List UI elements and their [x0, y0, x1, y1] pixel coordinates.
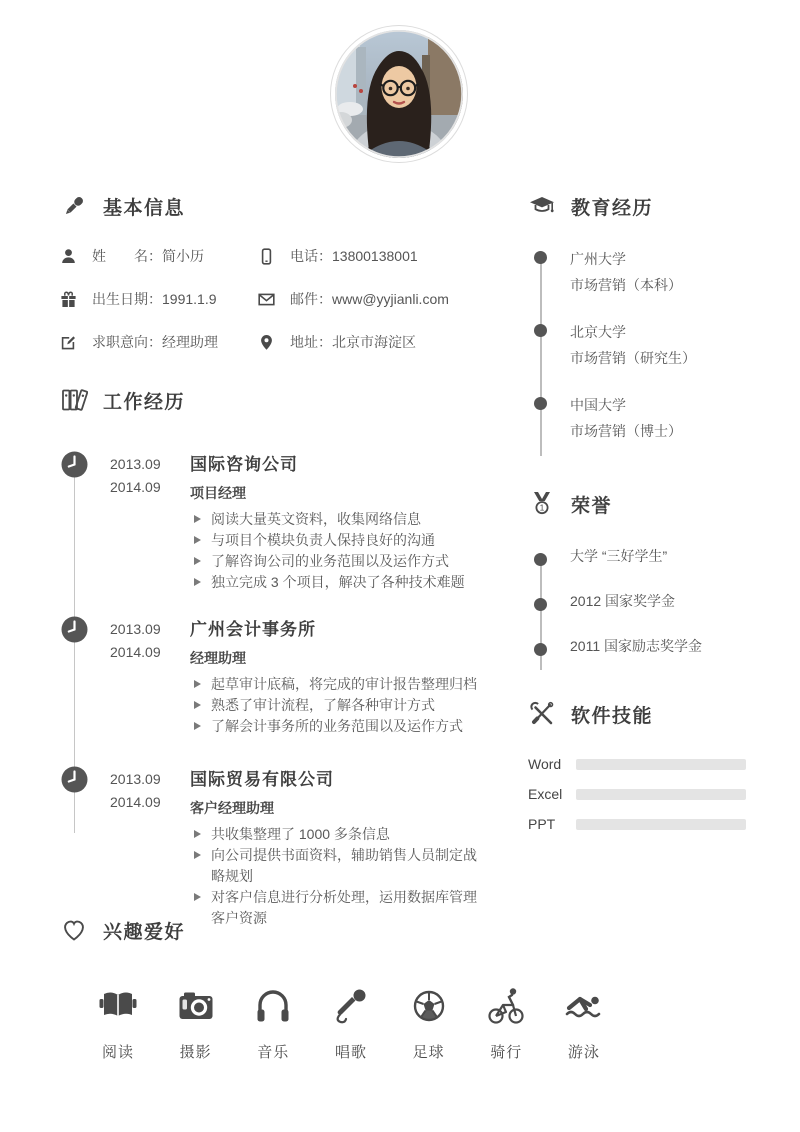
- section-title: 基本信息: [103, 197, 186, 219]
- major-degree: 市场营销（本科）: [570, 277, 682, 293]
- timeline-dot: [534, 397, 547, 410]
- company-name: 国际贸易有限公司: [190, 770, 334, 789]
- hobby-label: 游泳: [567, 1044, 600, 1061]
- user-icon: [60, 248, 77, 265]
- school-name: 中国大学: [570, 397, 626, 413]
- section-basic-info-header: [60, 192, 484, 220]
- field-objective: [60, 332, 258, 352]
- basic-info-grid: [60, 246, 484, 352]
- field-address: [258, 332, 484, 352]
- date-to: 2014.09: [110, 794, 161, 810]
- arrow-bullet-icon: [194, 893, 201, 901]
- honor-item: [570, 638, 746, 654]
- arrow-bullet-icon: [194, 830, 201, 838]
- section-work-header: [60, 386, 484, 414]
- education-item: [570, 319, 746, 371]
- bullet-item: 阅读大量英文资料，收集网络信息: [190, 509, 484, 530]
- company-name: 广州会计事务所: [190, 620, 316, 639]
- left-column: [60, 192, 484, 951]
- section-title: 兴趣爱好: [103, 921, 186, 943]
- school-name: 广州大学: [570, 251, 626, 267]
- hobby-label: 阅读: [101, 1044, 134, 1061]
- hobby-label: 摄影: [179, 1044, 212, 1061]
- timeline-dot: [534, 553, 547, 566]
- arrow-bullet-icon: [194, 722, 201, 730]
- job-entry: [60, 450, 484, 593]
- timeline-dot: [534, 598, 547, 611]
- honor-item: [570, 548, 746, 564]
- section-title: 教育经历: [571, 197, 654, 219]
- hobby-reading: [98, 986, 138, 1062]
- honor-text: 大学 “三好学生”: [570, 548, 668, 564]
- job-bullets: [190, 824, 484, 929]
- gift-icon: [60, 291, 77, 308]
- education-timeline: [528, 246, 746, 444]
- job-bullets: [190, 674, 484, 737]
- section-hobbies-header: [60, 916, 616, 944]
- honor-text: 2012 国家奖学金: [570, 593, 676, 609]
- arrow-bullet-icon: [194, 557, 201, 565]
- work-timeline: [60, 450, 484, 929]
- medal-icon: [528, 490, 556, 518]
- section-skills-header: [528, 700, 746, 728]
- job-bullets: [190, 509, 484, 593]
- clock-icon: [61, 616, 88, 643]
- bullet-item: 熟悉了审计流程，了解各种审计方式: [190, 695, 484, 716]
- skill-name: Word: [528, 756, 562, 772]
- honors-timeline: [528, 548, 746, 654]
- section-education-header: [528, 192, 746, 220]
- field-name: [60, 246, 258, 266]
- job-entry: [60, 765, 484, 929]
- skill-row: [528, 816, 746, 832]
- job-position: 经理助理: [190, 650, 246, 666]
- field-text: 出生日期：1991.1.9: [92, 291, 217, 307]
- bullet-item: 对客户信息进行分析处理，运用数据库管理客户资源: [190, 887, 484, 929]
- school-name: 北京大学: [570, 324, 626, 340]
- hobby-label: 音乐: [257, 1044, 290, 1061]
- date-to: 2014.09: [110, 644, 161, 660]
- bullet-item: 独立完成 3 个项目，解决了各种技术难题: [190, 572, 484, 593]
- hobby-singing: [331, 986, 371, 1062]
- skill-list: [528, 756, 746, 832]
- job-position: 客户经理助理: [190, 800, 274, 816]
- section-title: 软件技能: [571, 705, 654, 727]
- field-text: 电话：13800138001: [290, 248, 418, 264]
- field-text: 邮件：www@yyjianli.com: [290, 291, 449, 307]
- timeline-dot: [534, 643, 547, 656]
- education-item: [570, 246, 746, 298]
- bullet-item: 向公司提供书面资料，辅助销售人员制定战略规划: [190, 845, 484, 887]
- major-degree: 市场营销（博士）: [570, 423, 682, 439]
- honor-text: 2011 国家励志奖学金: [570, 638, 702, 654]
- graduation-cap-icon: [528, 192, 556, 220]
- skill-name: PPT: [528, 816, 556, 832]
- bullet-item: 与项目个模块负责人保持良好的沟通: [190, 530, 484, 551]
- arrow-bullet-icon: [194, 851, 201, 859]
- clock-icon: [61, 766, 88, 793]
- pen-icon: [60, 192, 88, 220]
- arrow-bullet-icon: [194, 578, 201, 586]
- bullet-item: 了解会计事务所的业务范围以及运作方式: [190, 716, 484, 737]
- date-from: 2013.09: [110, 771, 161, 787]
- job-body: [190, 615, 484, 743]
- section-title: 荣誉: [571, 495, 613, 517]
- timeline-dot: [534, 324, 547, 337]
- headphones-icon: [253, 986, 293, 1026]
- section-hobbies: [60, 916, 616, 1062]
- hobby-label: 骑行: [490, 1044, 523, 1061]
- company-name: 国际咨询公司: [190, 455, 298, 474]
- education-item: [570, 392, 746, 444]
- binders-icon: [60, 386, 88, 414]
- section-honors-header: [528, 490, 746, 518]
- timeline-dot: [534, 251, 547, 264]
- location-icon: [258, 334, 275, 351]
- hobby-label: 足球: [412, 1044, 445, 1061]
- field-text: 求职意向：经理助理: [92, 334, 218, 350]
- mail-icon: [258, 291, 275, 308]
- hobby-cycling: [486, 986, 526, 1062]
- bicycle-icon: [486, 986, 526, 1026]
- job-dates: [110, 450, 190, 593]
- profile-photo: [334, 29, 464, 159]
- microphone-icon: [331, 986, 371, 1026]
- bullet-item: 了解咨询公司的业务范围以及运作方式: [190, 551, 484, 572]
- skill-row: [528, 786, 746, 802]
- swimmer-icon: [564, 986, 604, 1026]
- job-dates: [110, 765, 190, 929]
- bullet-item: 起草审计底稿，将完成的审计报告整理归档: [190, 674, 484, 695]
- skill-bar-track: [576, 759, 746, 770]
- date-from: 2013.09: [110, 621, 161, 637]
- edit-icon: [60, 334, 77, 351]
- hobby-label: 唱歌: [334, 1044, 367, 1061]
- avatar: [331, 26, 467, 162]
- date-from: 2013.09: [110, 456, 161, 472]
- hobby-music: [253, 986, 293, 1062]
- date-to: 2014.09: [110, 479, 161, 495]
- job-entry: [60, 615, 484, 743]
- heart-icon: [60, 916, 88, 944]
- skill-bar-track: [576, 789, 746, 800]
- svg-text:1: 1: [539, 502, 545, 513]
- football-icon: [409, 986, 449, 1026]
- clock-icon: [61, 451, 88, 478]
- section-title: 工作经历: [103, 391, 186, 413]
- field-phone: [258, 246, 484, 266]
- arrow-bullet-icon: [194, 701, 201, 709]
- field-text: 地址：北京市海淀区: [290, 334, 416, 350]
- arrow-bullet-icon: [194, 680, 201, 688]
- skill-bar-track: [576, 819, 746, 830]
- right-column: [528, 192, 746, 846]
- camera-icon: [176, 986, 216, 1026]
- hobby-photography: [176, 986, 216, 1062]
- job-body: [190, 765, 484, 929]
- hobby-football: [409, 986, 449, 1062]
- honor-item: [570, 593, 746, 609]
- arrow-bullet-icon: [194, 536, 201, 544]
- skill-name: Excel: [528, 786, 563, 802]
- hobby-row: [60, 986, 616, 1062]
- field-text: 姓 名：简小历: [92, 248, 204, 264]
- job-position: 项目经理: [190, 485, 246, 501]
- phone-icon: [258, 248, 275, 265]
- job-dates: [110, 615, 190, 743]
- field-email: [258, 289, 484, 309]
- major-degree: 市场营销（研究生）: [570, 350, 696, 366]
- bullet-item: 共收集整理了 1000 多条信息: [190, 824, 484, 845]
- field-birthdate: [60, 289, 258, 309]
- job-body: [190, 450, 484, 593]
- skill-row: [528, 756, 746, 772]
- hobby-swimming: [564, 986, 604, 1062]
- book-icon: [98, 986, 138, 1026]
- arrow-bullet-icon: [194, 515, 201, 523]
- tools-icon: [528, 700, 556, 728]
